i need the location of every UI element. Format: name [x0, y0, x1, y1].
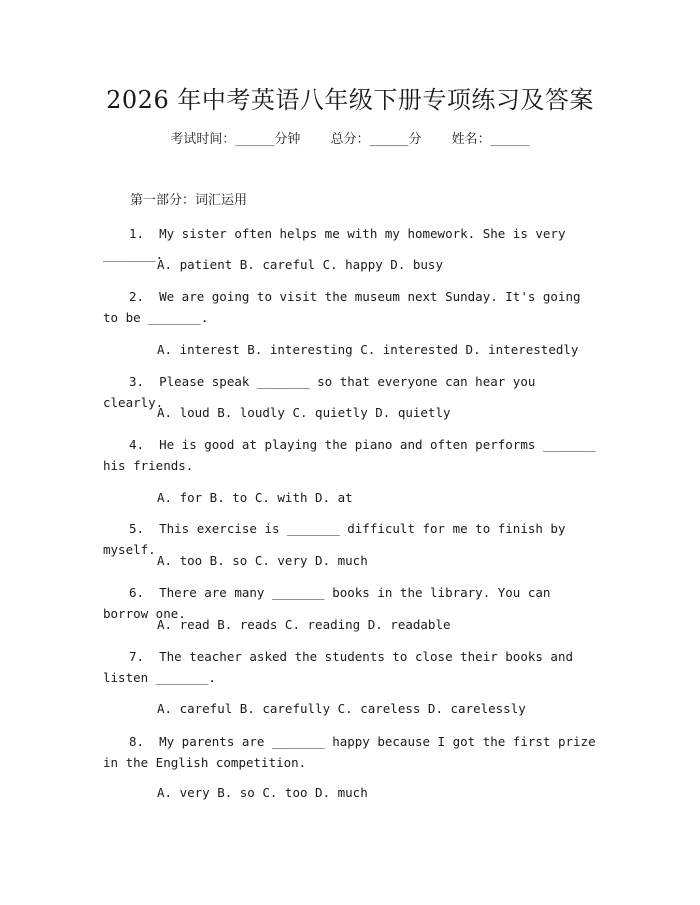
question-2-options: A. interest B. interesting C. interested D. interestedly [157, 342, 579, 357]
exam-info-line: 考试时间：______分钟 总分：______分 姓名：______ [170, 132, 530, 147]
question-4: 4. He is good at playing the piano and often performs _______ his friends. [103, 437, 604, 473]
question-2: 2. We are going to visit the museum next Sunday. It's going to be _______. [103, 289, 589, 325]
question-3-options: A. loud B. loudly C. quietly D. quietly [157, 405, 451, 420]
question-6-options: A. read B. reads C. reading D. readable [157, 617, 451, 632]
question-4-options: A. for B. to C. with D. at [157, 490, 353, 505]
section-heading: 第一部分：词汇运用 [130, 193, 248, 208]
question-7: 7. The teacher asked the students to close their books and listen _______. [103, 649, 581, 685]
question-3: 3. Please speak _______ so that everyone can hear you clearly. [103, 374, 543, 410]
question-8: 8. My parents are _______ happy because I got the first prize in the English competition. [103, 734, 604, 770]
question-1: 1. My sister often helps me with my homework. She is very _______. [103, 226, 574, 262]
question-1-options: A. patient B. careful C. happy D. busy [157, 257, 443, 272]
question-5: 5. This exercise is _______ difficult for me to finish by myself. [103, 521, 574, 557]
question-5-options: A. too B. so C. very D. much [157, 553, 368, 568]
page-title: 2026 年中考英语八年级下册专项练习及答案 [106, 86, 594, 114]
question-7-options: A. careful B. carefully C. careless D. carelessly [157, 701, 526, 716]
question-6: 6. There are many _______ books in the library. You can borrow one. [103, 585, 558, 621]
question-8-options: A. very B. so C. too D. much [157, 785, 368, 800]
